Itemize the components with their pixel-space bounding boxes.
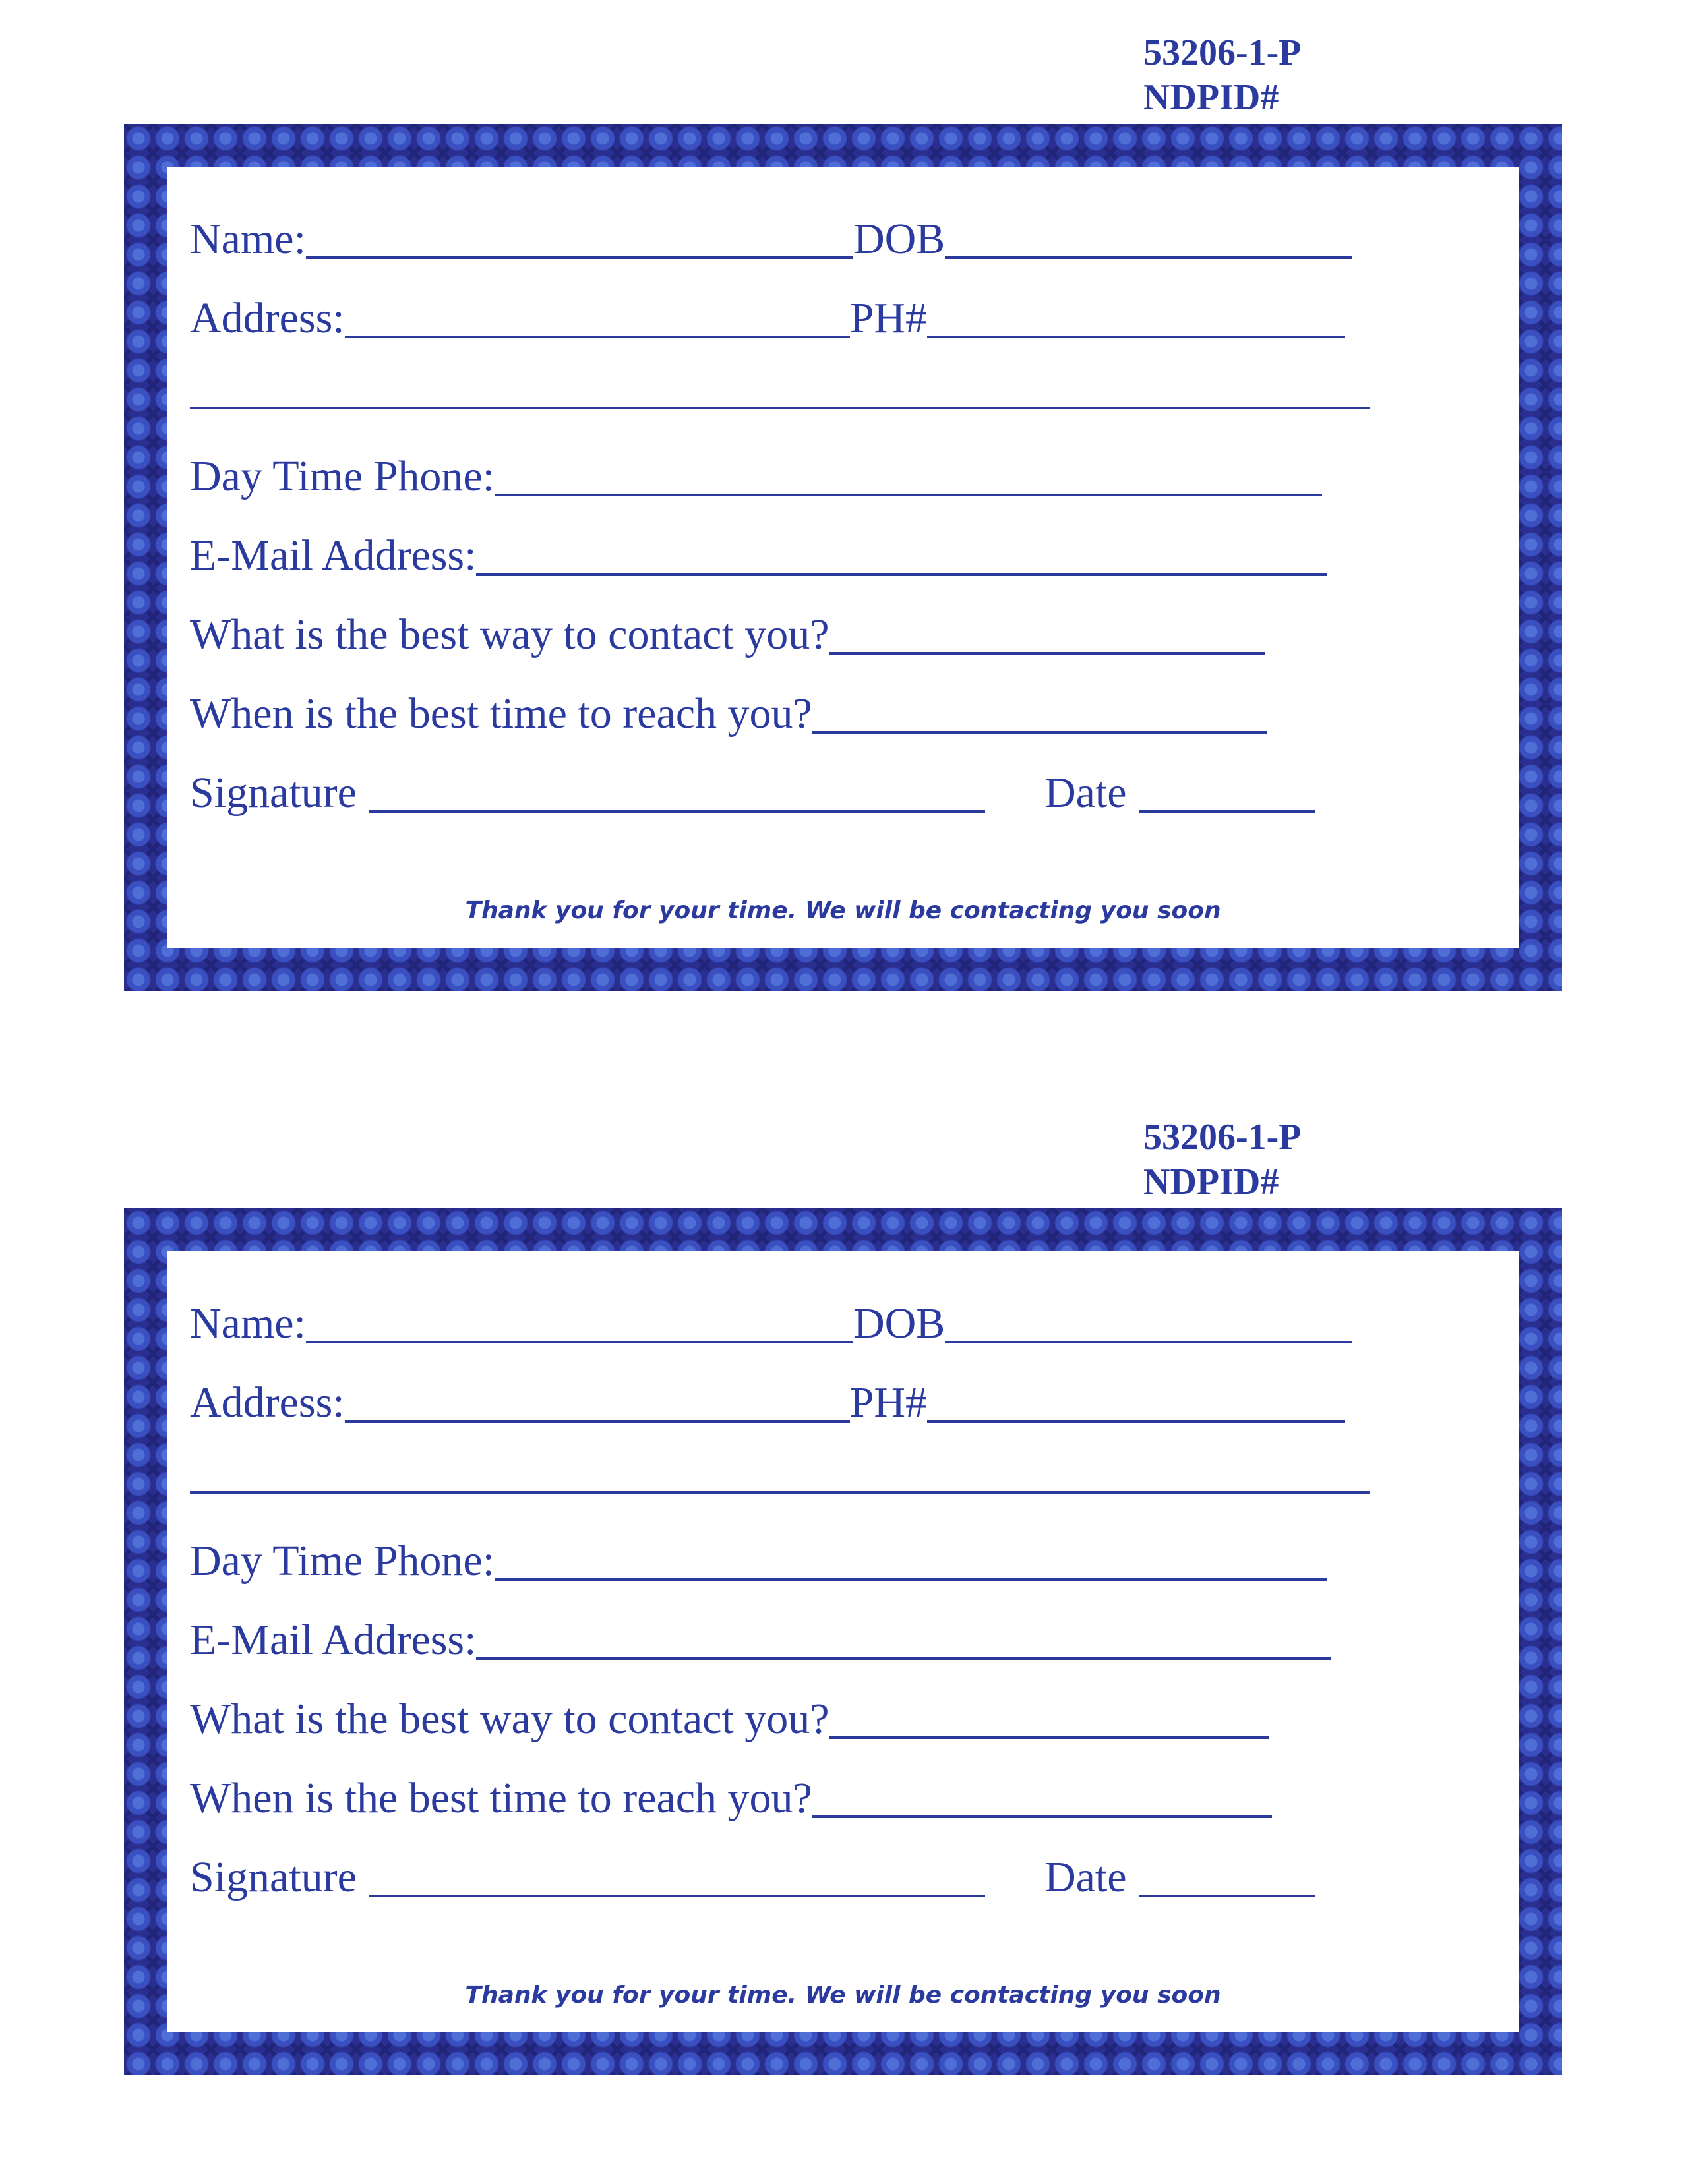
contact-way-field[interactable]	[829, 1698, 1269, 1739]
contact-way-field[interactable]	[829, 614, 1265, 655]
name-field[interactable]	[306, 1303, 853, 1343]
address-label: Address:	[190, 1378, 345, 1427]
email-row	[190, 529, 1327, 582]
daytime-phone-field[interactable]	[495, 456, 1322, 496]
email-field[interactable]	[476, 1619, 1331, 1660]
daytime-phone-field[interactable]	[495, 1540, 1327, 1581]
signature-date-row	[190, 767, 1315, 819]
date-label: Date	[1044, 1853, 1127, 1901]
date-field[interactable]	[1139, 1856, 1315, 1897]
dob-field[interactable]	[945, 1303, 1352, 1343]
form-code	[1143, 1115, 1302, 1204]
form-code-number: 53206-1-P	[1143, 32, 1302, 73]
contact-time-label: When is the best time to reach you?	[190, 1774, 812, 1822]
email-field[interactable]	[476, 535, 1327, 576]
contact-way-row	[190, 1693, 1269, 1746]
contact-way-row	[190, 608, 1265, 661]
date-label: Date	[1044, 769, 1127, 817]
address-line2-row	[190, 1453, 1370, 1500]
contact-form-2	[0, 1084, 1688, 2073]
daytime-phone-label: Day Time Phone:	[190, 1537, 495, 1585]
thank-you-note: Thank you for your time. We will be contacting you soon	[465, 1982, 1221, 2009]
dob-label: DOB	[853, 1299, 946, 1347]
email-row	[190, 1614, 1331, 1667]
name-field[interactable]	[306, 218, 853, 259]
form-body	[167, 1251, 1519, 2032]
patterned-border	[124, 1208, 1562, 2075]
phone-field[interactable]	[927, 297, 1345, 338]
name-dob-row	[190, 213, 1352, 266]
address-line2-field[interactable]	[190, 369, 1370, 409]
phone-label: PH#	[849, 294, 928, 342]
ndpid-label: NDPID#	[1143, 77, 1279, 118]
signature-label: Signature	[190, 1853, 357, 1901]
signature-label: Signature	[190, 769, 357, 817]
form-code	[1143, 30, 1302, 120]
contact-way-label: What is the best way to contact you?	[190, 1695, 829, 1743]
contact-form-1	[0, 0, 1688, 989]
patterned-border	[124, 124, 1562, 991]
email-label: E-Mail Address:	[190, 1616, 477, 1664]
address-field[interactable]	[345, 1382, 850, 1423]
contact-time-field[interactable]	[812, 1777, 1272, 1818]
phone-field[interactable]	[927, 1382, 1345, 1423]
address-line2-row	[190, 369, 1370, 416]
signature-date-row	[190, 1851, 1315, 1904]
contact-time-row	[190, 1772, 1272, 1825]
address-label: Address:	[190, 294, 345, 342]
signature-field[interactable]	[369, 1856, 985, 1897]
address-field[interactable]	[345, 297, 850, 338]
dob-label: DOB	[853, 215, 946, 263]
ndpid-label: NDPID#	[1143, 1162, 1279, 1202]
contact-time-row	[190, 688, 1267, 740]
name-dob-row	[190, 1297, 1352, 1350]
form-code-number: 53206-1-P	[1143, 1117, 1302, 1158]
daytime-phone-row	[190, 1535, 1327, 1587]
address-phone-row	[190, 292, 1345, 345]
signature-field[interactable]	[369, 772, 985, 813]
daytime-phone-row	[190, 450, 1322, 503]
contact-time-field[interactable]	[812, 693, 1267, 734]
date-field[interactable]	[1139, 772, 1315, 813]
address-phone-row	[190, 1376, 1345, 1429]
phone-label: PH#	[849, 1378, 928, 1427]
name-label: Name:	[190, 215, 306, 263]
dob-field[interactable]	[945, 218, 1352, 259]
contact-way-label: What is the best way to contact you?	[190, 610, 829, 659]
address-line2-field[interactable]	[190, 1453, 1370, 1494]
thank-you-note: Thank you for your time. We will be contacting you soon	[465, 897, 1221, 924]
daytime-phone-label: Day Time Phone:	[190, 452, 495, 500]
name-label: Name:	[190, 1299, 306, 1347]
form-body	[167, 167, 1519, 948]
contact-time-label: When is the best time to reach you?	[190, 690, 812, 738]
email-label: E-Mail Address:	[190, 531, 477, 579]
